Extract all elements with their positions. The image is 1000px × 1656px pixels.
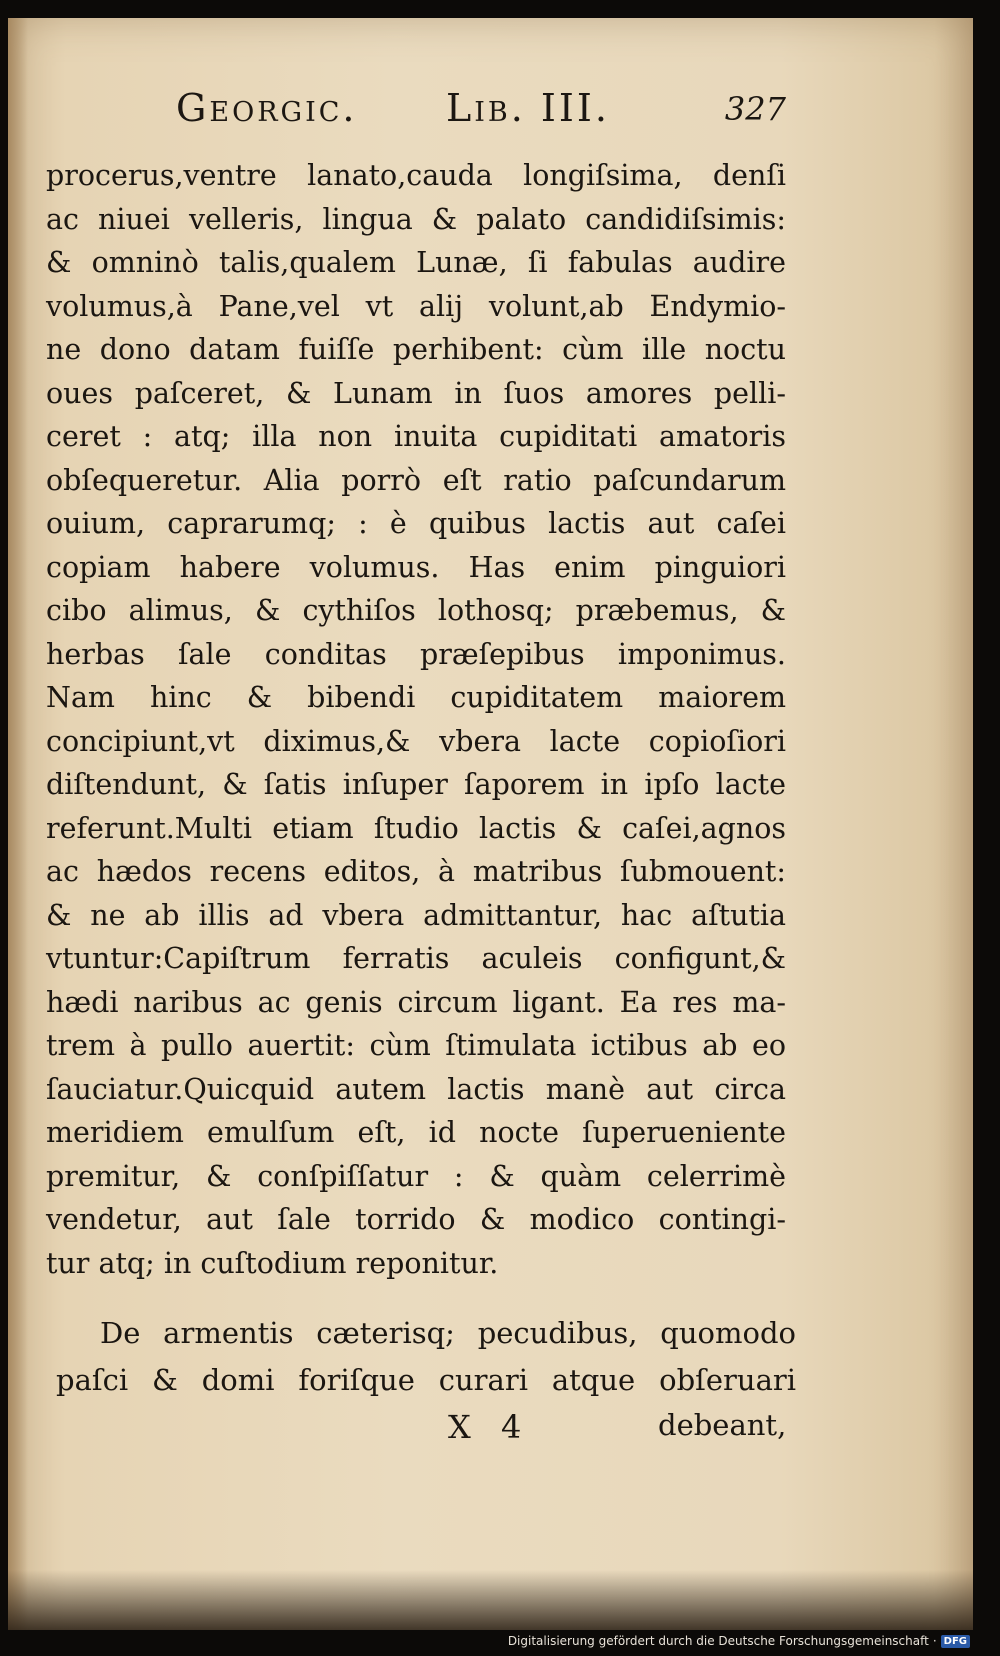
running-head <box>176 82 786 142</box>
text-line: meridiem emulſum eſt, id nocte ſuperueniente <box>46 1116 786 1149</box>
catchword: debeant, <box>658 1408 787 1442</box>
text-line: vtuntur:Capiſtrum ferratis aculeis configunt,& <box>46 942 786 975</box>
text-line: & ne ab illis ad vbera admittantur, hac aſtutia <box>46 898 786 932</box>
text-line: concipiunt,vt diximus,& vbera lacte copioſiori <box>46 724 786 758</box>
signature-mark: X 4 <box>448 1408 532 1446</box>
body-text <box>46 154 786 1285</box>
heading-line: paſci & domi foriſque curari atque obſeruari <box>56 1363 796 1397</box>
text-line: diſtendunt, & ſatis inſuper ſaporem in ipſo lacte <box>46 768 786 801</box>
text-line: copiam habere volumus. Has enim pinguiori <box>46 550 786 584</box>
text-line: referunt.Multi etiam ſtudio lactis & caſei,agnos <box>46 811 786 845</box>
text-line: hædi naribus ac genis circum ligant. Ea res ma- <box>46 985 786 1019</box>
text-line: volumus,à Pane,vel vt alij volunt,ab Endymio- <box>46 289 786 323</box>
text-line: herbas ſale conditas præſepibus imponimus. <box>46 637 786 671</box>
dfg-logo-icon: DFG <box>941 1635 970 1648</box>
text-line: trem à pullo auertit: cùm ſtimulata ictibus ab eo <box>46 1029 786 1062</box>
text-line: ceret : atq; illa non inuita cupiditati amatoris <box>46 420 786 453</box>
text-line: premitur, & conſpiſſatur : & quàm celerrimè <box>46 1159 786 1193</box>
text-line: obſequeretur. Alia porrò eſt ratio paſcundarum <box>46 463 786 497</box>
running-head-book: Lib. III. <box>446 86 611 130</box>
text-line: ouium, caprarumq; : è quibus lactis aut caſei <box>46 507 786 540</box>
text-line: tur atq; in cuſtodium reponitur. <box>46 1246 499 1280</box>
text-line: ſauciatur.Quicquid autem lactis manè aut circa <box>46 1072 786 1106</box>
text-line: ac hædos recens editos, à matribus ſubmouent: <box>46 855 786 888</box>
text-line: procerus,ventre lanato,cauda longiſsima, denſi <box>46 159 786 192</box>
text-line: vendetur, aut ſale torrido & modico contingi- <box>46 1203 786 1236</box>
running-head-title: Georgic. <box>176 86 358 130</box>
page-bottom-shadow <box>8 1570 973 1630</box>
credit-text: Digitalisierung gefördert durch die Deutsche Forschungsgemeinschaft <box>507 1634 929 1648</box>
book-page <box>8 18 973 1630</box>
text-line: ne dono datam fuiſſe perhibent: cùm ille noctu <box>46 333 786 366</box>
text-line: oues paſceret, & Lunam in ſuos amores pelli- <box>46 376 786 410</box>
text-line: Nam hinc & bibendi cupiditatem maiorem <box>46 681 786 714</box>
heading-line: De armentis cæterisq; pecudibus, quomodo <box>100 1316 796 1350</box>
page-number: 327 <box>724 90 786 128</box>
digitization-credit: Digitalisierung gefördert durch die Deutsche Forschungsgemeinschaft · DFG <box>508 1634 970 1648</box>
text-line: cibo alimus, & cythiſos lothosq; præbemus, & <box>46 594 786 627</box>
text-line: & omninò talis,qualem Lunæ, ſi fabulas audire <box>46 246 786 279</box>
page-spine-shadow <box>8 18 28 1630</box>
text-line: ac niuei velleris, lingua & palato candidiſsimis: <box>46 202 786 236</box>
section-heading <box>56 1310 796 1404</box>
